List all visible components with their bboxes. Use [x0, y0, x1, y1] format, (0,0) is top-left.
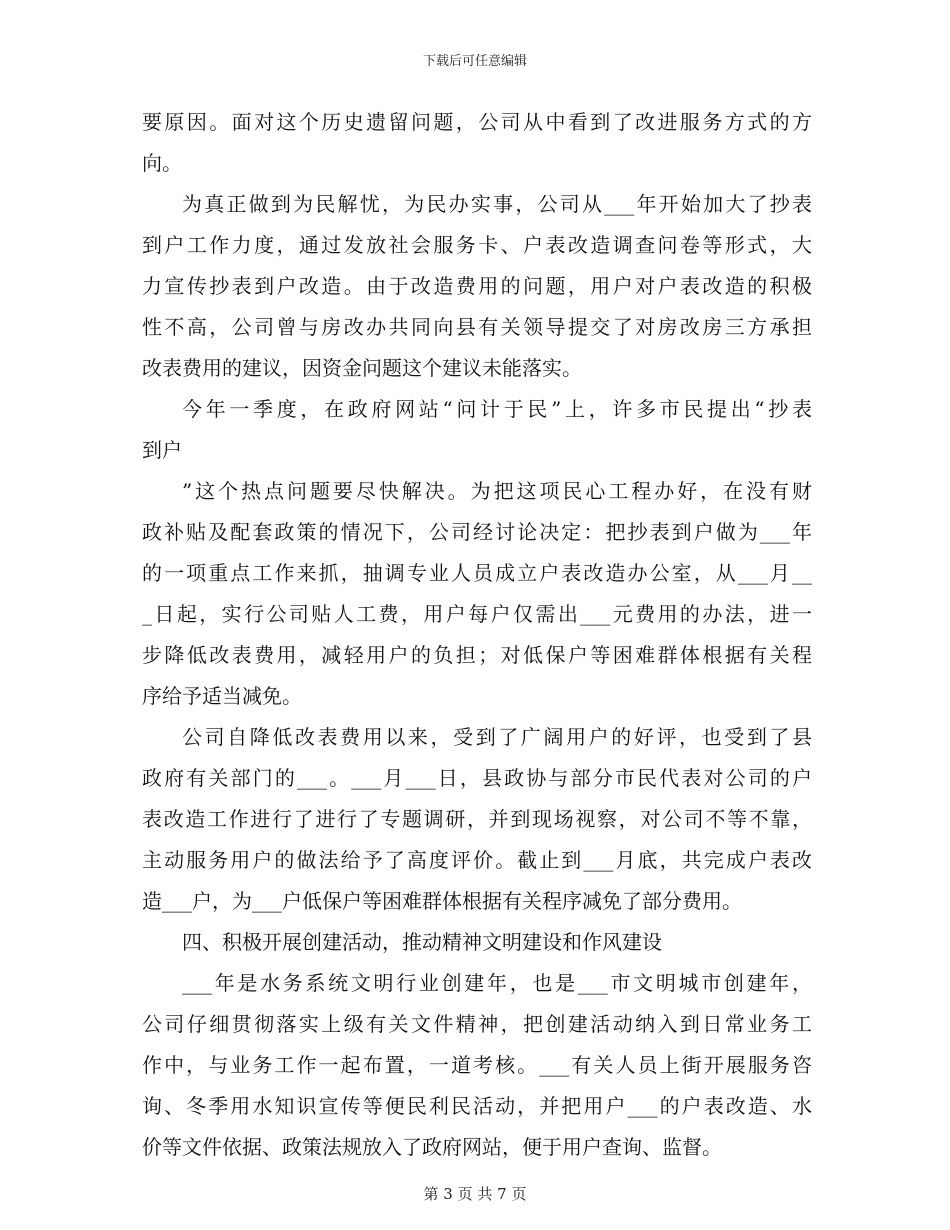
- text-line: 改表费用的建议，因资金问题这个建议未能落实。: [142, 356, 582, 380]
- text-line: ”这个热点问题要尽快解决。为把这项民心工程办好，在没有财: [182, 479, 812, 503]
- text-line: 四、积极开展创建活动，推动精神文明建设和作风建设: [182, 930, 662, 954]
- text-line: 价等文件依据、政策法规放入了政府网站，便于用户查询、监督。: [142, 1135, 722, 1159]
- text-line: 步降低改表费用，减轻用户的负担；对低保户等困难群体根据有关程: [142, 643, 812, 667]
- text-line: 公司仔细贯彻落实上级有关文件精神，把创建活动纳入到日常业务工: [142, 1012, 812, 1036]
- page-number-footer: 第 3 页 共 7 页: [423, 1185, 527, 1203]
- document-body: [142, 102, 812, 1168]
- text-line: 序给予适当减免。: [142, 684, 302, 708]
- text-line: 性不高，公司曾与房改办共同向县有关领导提交了对房改房三方承担: [142, 315, 812, 339]
- page-header: 下载后可任意编辑: [422, 54, 527, 69]
- text-line: 政补贴及配套政策的情况下，公司经讨论决定：把抄表到户做为___年: [142, 520, 812, 544]
- text-line: 向。: [142, 151, 182, 175]
- text-line: 询、冬季用水知识宣传等便民利民活动，并把用户___的户表改造、水: [142, 1094, 812, 1118]
- text-line: _日起，实行公司贴人工费，用户每户仅需出___元费用的办法，进一: [142, 602, 812, 626]
- text-line: 公司自降低改表费用以来，受到了广阔用户的好评，也受到了县: [182, 725, 812, 749]
- text-line: 到户: [142, 438, 182, 462]
- text-line: 政府有关部门的___。___月___日，县政协与部分市民代表对公司的户: [142, 766, 812, 790]
- text-line: 到户工作力度，通过发放社会服务卡、户表改造调查问卷等形式，大: [142, 233, 812, 257]
- text-line: 作中，与业务工作一起布置，一道考核。___有关人员上街开展服务咨: [142, 1053, 812, 1077]
- text-line: 为真正做到为民解忧，为民办实事，公司从___年开始加大了抄表: [182, 192, 812, 216]
- text-line: ___年是水务系统文明行业创建年，也是___市文明城市创建年，: [182, 971, 812, 995]
- text-line: 的一项重点工作来抓，抽调专业人员成立户表改造办公室，从___月__: [142, 561, 812, 585]
- text-line: 要原因。面对这个历史遗留问题，公司从中看到了改进服务方式的方: [142, 110, 812, 134]
- text-line: 今年一季度，在政府网站“问计于民”上，许多市民提出“抄表: [182, 397, 812, 421]
- text-line: 造___户，为___户低保户等困难群体根据有关程序减免了部分费用。: [142, 889, 742, 913]
- text-line: 力宣传抄表到户改造。由于改造费用的问题，用户对户表改造的积极: [142, 274, 812, 298]
- text-line: 主动服务用户的做法给予了高度评价。截止到___月底，共完成户表改: [142, 848, 812, 872]
- text-line: 表改造工作进行了进行了专题调研，并到现场视察，对公司不等不靠，: [142, 807, 812, 831]
